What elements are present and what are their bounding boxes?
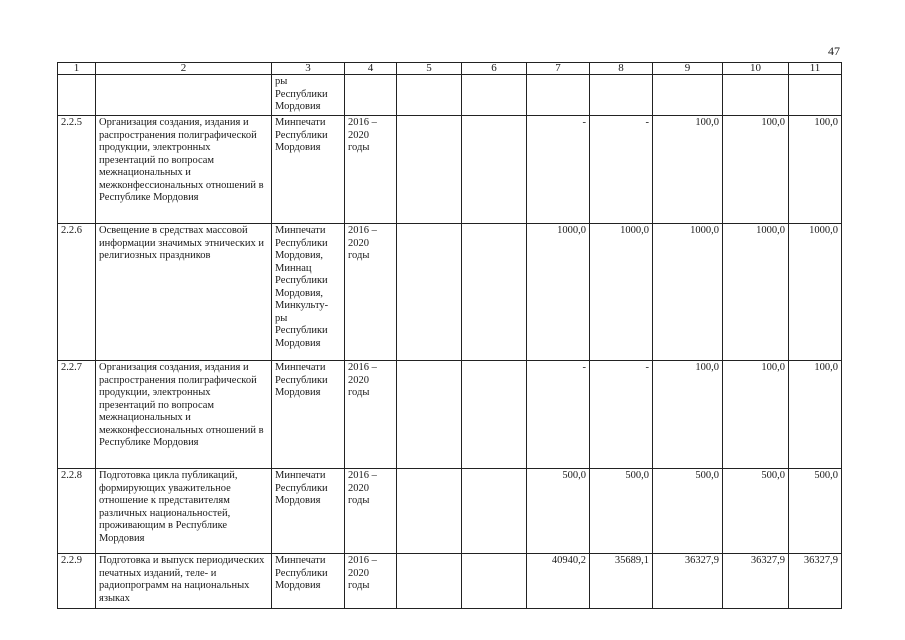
table-row [58, 469, 842, 554]
item-name: Подготовка и выпуск периодических печатных изданий, теле- и радиопрограмм на национальных языках [96, 554, 272, 609]
item-years: 2016 – 2020 годы [345, 116, 397, 224]
col-header: 5 [397, 63, 462, 75]
item-name: Освещение в средствах массовой информации значимых этнических и религиозных праздников [96, 224, 272, 361]
cell-col7: 40940,2 [527, 554, 590, 609]
col-header: 3 [272, 63, 345, 75]
cell-col11: 1000,0 [789, 224, 842, 361]
col-header: 1 [58, 63, 96, 75]
item-code: 2.2.5 [58, 116, 96, 224]
cell-col10 [723, 75, 789, 116]
item-executor: ры Республики Мордовия [272, 75, 345, 116]
cell-col9 [653, 75, 723, 116]
cell-col6 [462, 75, 527, 116]
cell-col5 [397, 554, 462, 609]
item-years: 2016 – 2020 годы [345, 361, 397, 469]
col-header: 4 [345, 63, 397, 75]
cell-col8 [590, 75, 653, 116]
col-header: 7 [527, 63, 590, 75]
col-header: 9 [653, 63, 723, 75]
col-header: 6 [462, 63, 527, 75]
cell-col7 [527, 75, 590, 116]
cell-col11: 100,0 [789, 116, 842, 224]
cell-col11: 500,0 [789, 469, 842, 554]
item-name: Подготовка цикла публикаций, формирующих уважительное отношение к представителям различных национальностей, проживающим в Республике Мордовия [96, 469, 272, 554]
table-row [58, 554, 842, 609]
cell-col8: 1000,0 [590, 224, 653, 361]
cell-col10: 100,0 [723, 116, 789, 224]
cell-col9: 1000,0 [653, 224, 723, 361]
item-name: Организация создания, издания и распространения полиграфической продукции, электронных презентаций по вопросам межнациональных и межконфессиональных отношений в Республике Мордовия [96, 361, 272, 469]
item-years: 2016 – 2020 годы [345, 469, 397, 554]
cell-col7: 500,0 [527, 469, 590, 554]
item-executor: Минпечати Республики Мордовия [272, 554, 345, 609]
cell-col10: 1000,0 [723, 224, 789, 361]
item-executor: Минпечати Республики Мордовия, Миннац Республики Мордовия, Минкульту- ры Республики Мордовия [272, 224, 345, 361]
col-header: 10 [723, 63, 789, 75]
item-code: 2.2.7 [58, 361, 96, 469]
cell-col5 [397, 116, 462, 224]
cell-col7: 1000,0 [527, 224, 590, 361]
table-row [58, 361, 842, 469]
table-row [58, 116, 842, 224]
program-table [57, 62, 842, 609]
item-name: Организация создания, издания и распространения полиграфической продукции, электронных презентаций по вопросам межнациональных и межконфессиональных отношений в Республике Мордовия [96, 116, 272, 224]
cell-col6 [462, 224, 527, 361]
cell-col5 [397, 224, 462, 361]
header-row [58, 63, 842, 75]
cell-col8: 500,0 [590, 469, 653, 554]
item-years: 2016 – 2020 годы [345, 224, 397, 361]
col-header: 8 [590, 63, 653, 75]
cell-col7: - [527, 361, 590, 469]
cell-col11: 36327,9 [789, 554, 842, 609]
cell-col10: 36327,9 [723, 554, 789, 609]
table-row [58, 224, 842, 361]
item-executor: Минпечати Республики Мордовия [272, 469, 345, 554]
item-executor: Минпечати Республики Мордовия [272, 361, 345, 469]
cell-col9: 100,0 [653, 116, 723, 224]
cell-col6 [462, 116, 527, 224]
cell-col10: 500,0 [723, 469, 789, 554]
cell-col8: - [590, 116, 653, 224]
col-header: 2 [96, 63, 272, 75]
item-code: 2.2.8 [58, 469, 96, 554]
item-code: 2.2.6 [58, 224, 96, 361]
cell-col8: 35689,1 [590, 554, 653, 609]
item-executor: Минпечати Республики Мордовия [272, 116, 345, 224]
cell-col7: - [527, 116, 590, 224]
cell-col10: 100,0 [723, 361, 789, 469]
cell-col6 [462, 469, 527, 554]
cell-col11: 100,0 [789, 361, 842, 469]
cell-col9: 36327,9 [653, 554, 723, 609]
item-code: 2.2.9 [58, 554, 96, 609]
cell-col6 [462, 361, 527, 469]
cell-col6 [462, 554, 527, 609]
cell-col8: - [590, 361, 653, 469]
cell-col5 [397, 469, 462, 554]
cell-col11 [789, 75, 842, 116]
item-name [96, 75, 272, 116]
cell-col5 [397, 75, 462, 116]
item-years [345, 75, 397, 116]
cell-col9: 100,0 [653, 361, 723, 469]
col-header: 11 [789, 63, 842, 75]
item-code [58, 75, 96, 116]
cell-col5 [397, 361, 462, 469]
item-years: 2016 – 2020 годы [345, 554, 397, 609]
page-number: 47 [828, 44, 840, 58]
table-row [58, 75, 842, 116]
cell-col9: 500,0 [653, 469, 723, 554]
